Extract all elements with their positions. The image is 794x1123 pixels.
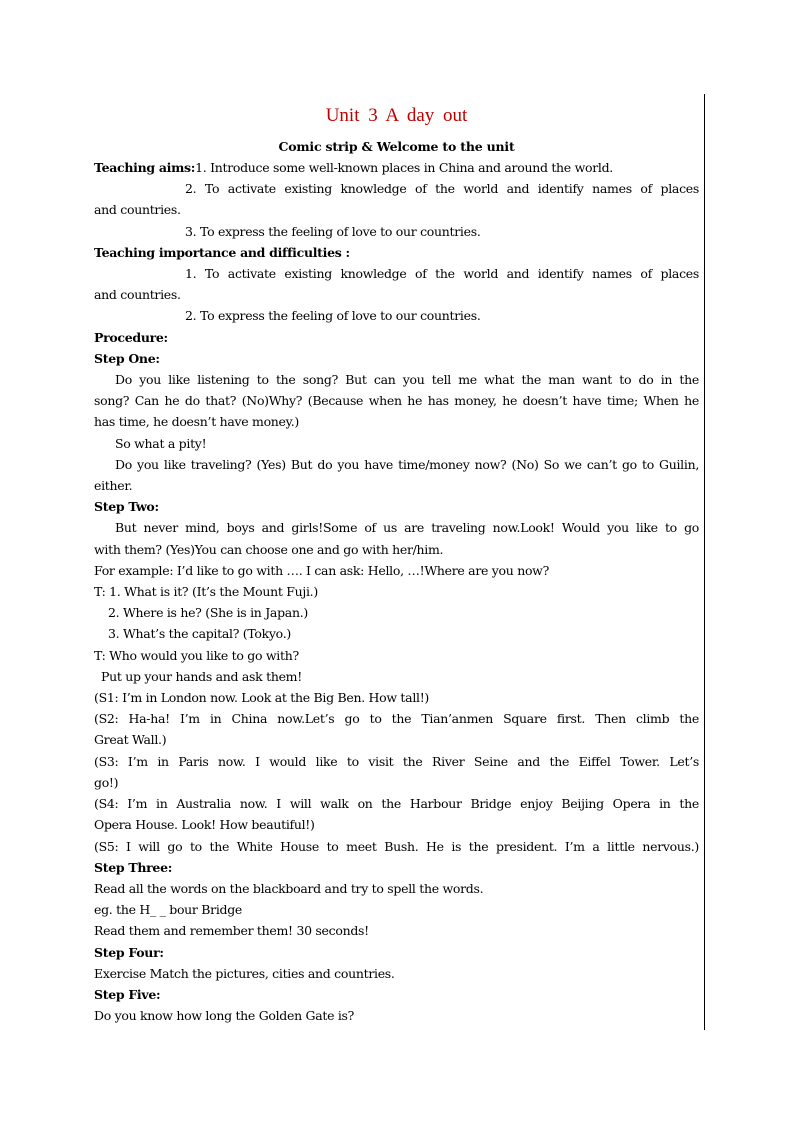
teaching-aims-line xyxy=(94,157,699,178)
step-two-heading: Step Two: xyxy=(94,499,159,515)
aims-item-2b: and countries. xyxy=(94,202,181,218)
importance-item-1b: and countries. xyxy=(94,287,181,303)
importance-label: Teaching importance and difficulties : xyxy=(94,244,350,260)
student-4-line-b: Opera House. Look! How beautiful!) xyxy=(94,817,315,833)
aims-item-1: 1. Introduce some well-known places in China and around the world. xyxy=(195,160,613,175)
page-title: Unit 3 A day out xyxy=(325,105,468,126)
step-two-para-1b: with them? (Yes)You can choose one and go with her/him. xyxy=(94,541,444,557)
document-page xyxy=(94,104,699,1026)
student-5-line: (S5: I will go to the White House to meet Bush. He is the president. I’m a little nervous.) xyxy=(94,838,699,854)
procedure-label: Procedure: xyxy=(94,329,168,345)
step-one-para-3a: Do you like traveling? (Yes) But do you have time/money now? (No) So we can’t go to Guilin, xyxy=(115,456,699,472)
step-one-para-2: So what a pity! xyxy=(115,435,207,451)
step-one-para-1c: has time, he doesn’t have money.) xyxy=(94,414,300,430)
step-two-example: For example: I’d like to go with …. I can ask: Hello, …!Where are you now? xyxy=(94,562,549,578)
step-three-line-2: eg. the H_ _ bour Bridge xyxy=(94,902,243,918)
student-2-line-a: (S2: Ha-ha! I’m in China now.Let’s go to the Tian’anmen Square first. Then climb the xyxy=(94,711,699,727)
step-two-teacher-1: T: 1. What is it? (It’s the Mount Fuji.) xyxy=(94,584,318,600)
step-two-teacher-4: T: Who would you like to go with? xyxy=(94,647,299,663)
step-three-line-1: Read all the words on the blackboard and try to spell the words. xyxy=(94,880,484,896)
aims-item-2a: 2. To activate existing knowledge of the world and identify names of places xyxy=(185,181,699,197)
margin-rule xyxy=(704,94,705,1030)
step-one-para-3b: either. xyxy=(94,478,133,494)
step-three-line-3: Read them and remember them! 30 seconds! xyxy=(94,923,369,939)
student-1-line: (S1: I’m in London now. Look at the Big Ben. How tall!) xyxy=(94,690,430,706)
importance-item-2: 2. To express the feeling of love to our countries. xyxy=(185,308,481,324)
step-one-heading: Step One: xyxy=(94,350,160,366)
step-one-para-1b: song? Can he do that? (No)Why? (Because when he has money, he doesn’t have time; When he xyxy=(94,393,699,409)
student-4-line-a: (S4: I’m in Australia now. I will walk on the Harbour Bridge enjoy Beijing Opera in the xyxy=(94,796,699,812)
aims-item-3: 3. To express the feeling of love to our countries. xyxy=(185,223,481,239)
step-five-heading: Step Five: xyxy=(94,986,161,1002)
step-two-teacher-2: 2. Where is he? (She is in Japan.) xyxy=(108,605,308,621)
student-3-line-b: go!) xyxy=(94,774,119,790)
step-five-line-1: Do you know how long the Golden Gate is? xyxy=(94,1008,355,1024)
importance-item-1a: 1. To activate existing knowledge of the world and identify names of places xyxy=(185,266,699,282)
teaching-aims-label: Teaching aims: xyxy=(94,160,196,175)
step-four-heading: Step Four: xyxy=(94,944,164,960)
step-two-teacher-5: Put up your hands and ask them! xyxy=(101,668,302,684)
step-two-teacher-3: 3. What’s the capital? (Tokyo.) xyxy=(108,626,291,642)
step-four-line-1: Exercise Match the pictures, cities and countries. xyxy=(94,965,395,981)
student-2-line-b: Great Wall.) xyxy=(94,732,167,748)
page-subtitle: Comic strip & Welcome to the unit xyxy=(278,139,515,154)
step-two-para-1a: But never mind, boys and girls!Some of us are traveling now.Look! Would you like to go xyxy=(115,520,699,536)
step-one-para-1a: Do you like listening to the song? But can you tell me what the man want to do in the xyxy=(115,372,699,388)
step-three-heading: Step Three: xyxy=(94,859,173,875)
student-3-line-a: (S3: I’m in Paris now. I would like to visit the River Seine and the Eiffel Tower. Let’s xyxy=(94,753,699,769)
